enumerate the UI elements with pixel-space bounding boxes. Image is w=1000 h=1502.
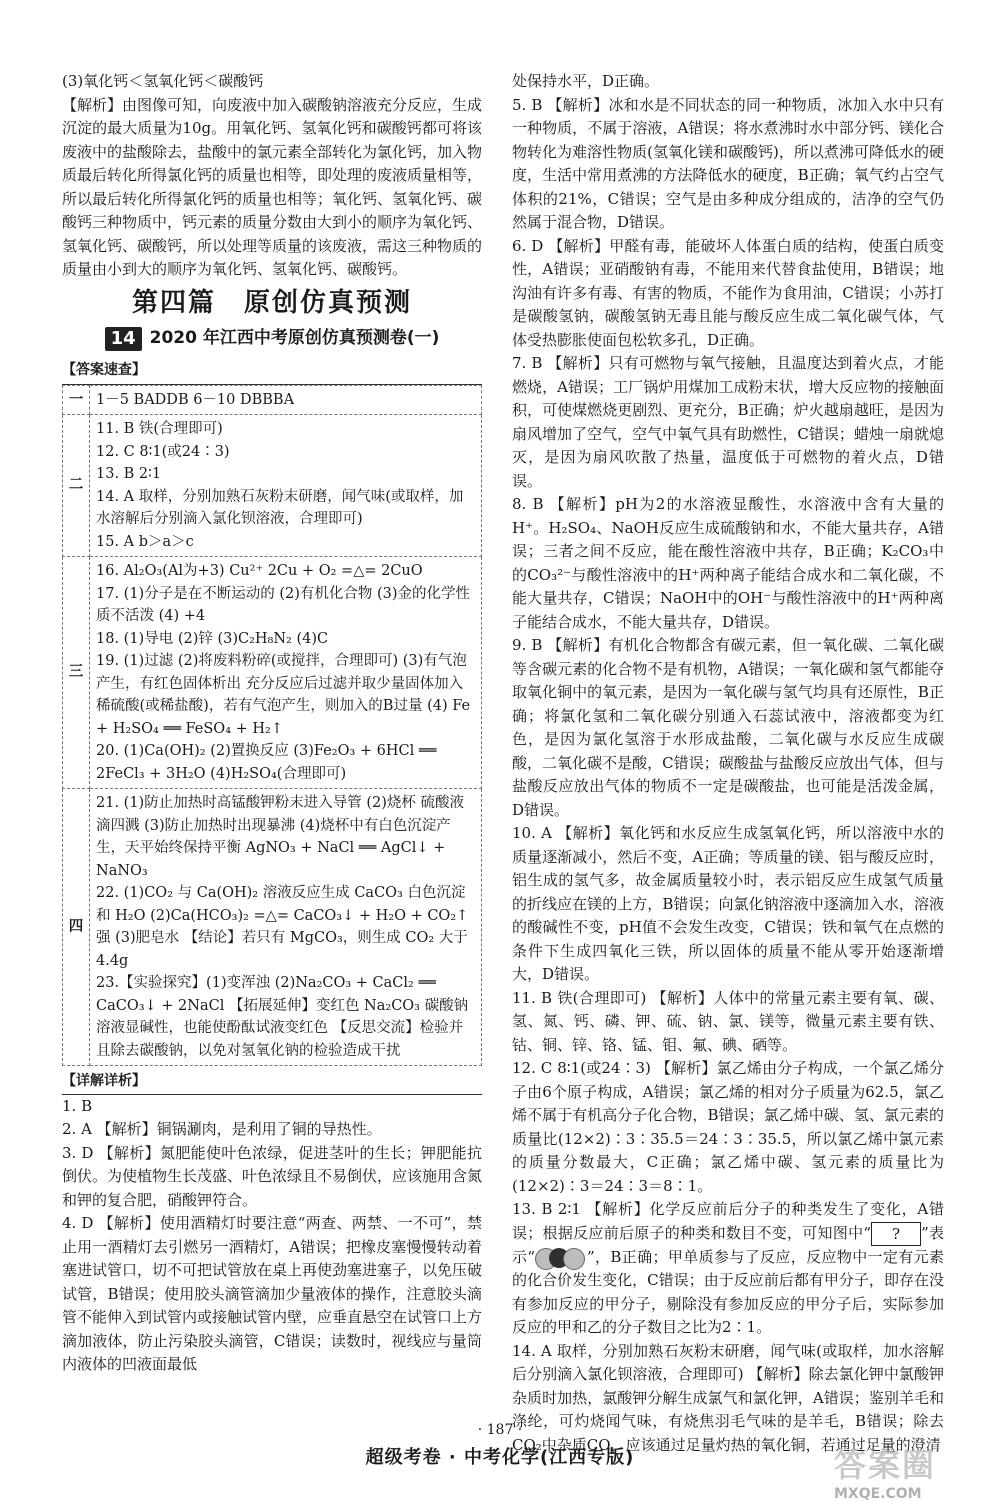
section-label: 三	[63, 557, 90, 789]
right-column	[512, 70, 944, 1457]
answer-row: 22. (1)CO₂ 与 Ca(OH)₂ 溶液反应生成 CaCO₃ 白色沉淀和 H₂O (2)Ca(HCO₃)₂ =△= CaCO₃↓ + H₂O + CO₂↑ 强 (3)肥皂水 【结论】若只有 MgCO₃，则生成 CO₂ 大于 4.4g	[96, 885, 469, 969]
answer-section-label: 【答案速查】	[62, 359, 482, 385]
detail-item-13	[512, 1198, 944, 1340]
answer-row: 11. B 铁(合理即可)	[96, 421, 223, 437]
answer-row: 1－5 BADDB 6－10 DBBBA	[96, 391, 295, 408]
answer-table	[62, 385, 482, 1067]
detail-item: 12. C 8∶1(或24∶3) 【解析】氯乙烯由分子构成，一个氯乙烯分子由6个原子构成，A错误；氯乙烯的相对分子质量为62.5，氯乙烯不属于有机高分子化合物，B错误；氯乙烯中碳、氢、氯元素的质量比(12×2)∶3∶35.5＝24∶3∶35.5，所以氯乙烯中氯元素的质量分数最大，C正确；氯乙烯中碳、氢元素的质量比为(12×2)∶3＝24∶3＝8∶1。	[512, 1059, 944, 1195]
answer-row: 17. (1)分子是在不断运动的 (2)有机化合物 (3)金的化学性质不活泼 (4) +4	[96, 585, 471, 624]
intro-line: (3)氧化钙＜氢氧化钙＜碳酸钙	[62, 72, 264, 90]
answer-section-1	[63, 385, 482, 415]
detail-item: 4. D 【解析】使用酒精灯时要注意“两查、两禁、一不可”，禁止用一酒精灯去引燃另一酒精灯，A错误；把橡皮塞慢慢转动着塞进试管口，切不可把试管放在桌上再使劲塞进塞子，以免压破试管，B错误；使用胶头滴管滴加少量液体的操作，注意胶头滴管不能伸入到试管内或接触试管内壁，应垂直悬空在试管口上方滴加液体，防止污染胶头滴管，C错误；读数时，视线应与量筒内液体的凹液面最低	[62, 1214, 483, 1373]
answer-row: 21. (1)防止加热时高锰酸钾粉末进入导管 (2)烧杯 硫酸液滴四溅 (3)防止加热时出现暴沸 (4)烧杯中有白色沉淀产生，天平始终保持平衡 AgNO₃ + NaCl ══ AgCl↓ + NaNO₃	[96, 795, 464, 879]
watermark-logo	[834, 1440, 974, 1502]
detail-item: 10. A 【解析】氧化钙和水反应生成氢氧化钙，所以溶液中水的质量逐渐减小，然后不变，A正确；等质量的镁、铝与酸反应时，铝生成的氢气多，故金属质量较小时，表示铝反应生成氢气质量的折线应在镁的上方，B错误；向氯化钠溶液中逐滴加入水，溶液的酸碱性不变，pH值不会发生改变，C错误；铁和氧气在点燃的条件下生成四氧化三铁，所以固体的质量不能从零开始逐渐增大，D错误。	[512, 824, 944, 983]
page-number: · 187 ·	[477, 1422, 523, 1438]
detail-item: 处保持水平，D正确。	[512, 72, 660, 90]
q13-mid: ”表示“	[512, 1223, 945, 1266]
molecule-diagram-icon	[535, 1247, 587, 1269]
watermark-url: MXQE.COM	[834, 1486, 922, 1502]
section-label: 四	[63, 789, 90, 1066]
detail-item: 2. A 【解析】铜锅涮肉，是利用了铜的导热性。	[62, 1120, 382, 1138]
part-title-number: 第四篇	[131, 287, 216, 318]
part-title-text: 原创仿真预测	[244, 287, 413, 318]
answer-row: 20. (1)Ca(OH)₂ (2)置换反应 (3)Fe₂O₃ + 6HCl ══ 2FeCl₃ + 3H₂O (4)H₂SO₄(合理即可)	[96, 743, 437, 782]
detail-item: 6. D 【解析】甲醛有毒，能破坏人体蛋白质的结构，使蛋白质变性，A错误；亚硝酸钠有毒，不能用来代替食盐使用，B错误；地沟油有许多有毒、有害的物质，不能作为食用油，C错误；小苏打是碳酸氢钠，碳酸氢钠无毒且能与酸反应生成二氧化碳气体，气体受热膨胀使面包松软多孔，D正确。	[512, 236, 944, 349]
answer-section-2	[63, 415, 482, 557]
detail-item: 8. B 【解析】pH为2的水溶液显酸性，水溶液中含有大量的H⁺。H₂SO₄、NaOH反应生成硫酸钠和水，不能大量共存，A错误；三者之间不反应，能在酸性溶液中共存，B正确；K₂CO₃中的CO₃²⁻与酸性溶液中的H⁺两种离子能结合成水和二氧化碳，不能大量共存，C错误；NaOH中的OH⁻与酸性溶液中的H⁺两种离子能结合成水，不能大量共存，D错误。	[512, 495, 944, 631]
part-title	[62, 287, 482, 318]
exam-number-badge: 14	[105, 327, 142, 351]
detail-item: 5. B 【解析】冰和水是不同状态的同一种物质，冰加入水中只有一种物质，不属于溶液，A错误；将水煮沸时水中部分钙、镁化合物转化为难溶性物质(氢氧化镁和碳酸钙)，所以煮沸可降低水的硬度，生活中常用煮沸的方法降低水的硬度，B正确；氧气约占空气体积的21%，C错误；空气是由多种成分组成的，洁净的空气仍然属于混合物，D错误。	[512, 95, 944, 231]
detail-section-label: 【详解详析】	[62, 1070, 482, 1095]
exam-title	[62, 327, 482, 351]
question-box: ?	[871, 1222, 921, 1246]
left-column	[62, 70, 482, 1377]
book-title: 超级考卷 · 中考化学(江西专版)	[365, 1447, 635, 1468]
answer-row: 23.【实验探究】(1)变浑浊 (2)Na₂CO₃ + CaCl₂ ══ CaCO₃↓ + 2NaCl 【拓展延伸】变红色 Na₂CO₃ 碳酸钠溶液显碱性，也能使酚酞试液变红色 【反思交流】检验并且除去碳酸钠，以免对氢氧化钠的检验造成干扰	[96, 975, 469, 1059]
intro-analysis: 【解析】由图像可知，向废液中加入碳酸钠溶液充分反应，生成沉淀的最大质量为10g。用氧化钙、氢氧化钙和碳酸钙都可将该废液中的盐酸除去，盐酸中的氯元素全部转化为氯化钙，加入物质最后转化所得氯化钙的质量也相等，即处理的废液质量相等，所以最后转化所得氯化钙的质量也相等；氧化钙、氢氧化钙、碳酸钙三种物质中，钙元素的质量分数由大到小的顺序为氧化钙、氢氧化钙、碳酸钙，所以处理等质量的该废液，需这三种物质的质量由小到大的顺序为氧化钙、氢氧化钙、碳酸钙。	[62, 95, 483, 278]
atom-light-icon	[563, 1248, 585, 1270]
answer-row: 18. (1)导电 (2)锌 (3)C₂H₈N₂ (4)C	[96, 630, 329, 647]
detail-item: 9. B 【解析】有机化合物都含有碳元素，但一氧化碳、二氧化碳等含碳元素的化合物不是有机物，A错误；一氧化碳和氢气都能夺取氧化铜中的氧元素，是因为一氧化碳与氢气均具有还原性，B正确；将氯化氢和二氧化碳分别通入石蕊试液中，溶液都变为红色，是因为氯化氢溶于水形成盐酸，二氧化碳与水反应生成碳酸，二氧化碳不是酸，C错误；碳酸盐与盐酸反应放出气体，但与盐酸反应放出气体的物质不一定是碳酸盐，也可能是活泼金属，D错误。	[512, 636, 944, 819]
q13-rest: ”，B正确；甲单质参与了反应，反应物中一定有元素的化合价发生变化，C错误；由于反应前后都有甲分子，即存在没有参加反应的甲分子，剔除没有参加反应的甲分子后，实际参加反应的甲和乙的分子数目之比为2∶1。	[512, 1247, 944, 1336]
section-label: 二	[63, 415, 90, 557]
answer-row: 16. Al₂O₃(Al为+3) Cu²⁺ 2Cu + O₂ =△= 2CuO	[96, 563, 423, 579]
q13-start: 13. B 2∶1 【解析】化学反应前后分子的种类发生了变化，A错误；根据反应前后原子的种类和数目不变，可知图中“	[512, 1200, 944, 1242]
answer-row: 12. C 8∶1(或24∶3)	[96, 443, 230, 460]
answer-section-4	[63, 789, 482, 1066]
detail-item: 7. B 【解析】只有可燃物与氧气接触，且温度达到着火点，才能燃烧，A错误；工厂锅炉用煤加工成粉末状，增大反应物的接触面积，可使煤燃烧更剧烈、更充分，B正确；炉火越扇越旺，是因为扇风增加了空气，空气中氧气具有助燃性，C错误；蜡烛一扇就熄灭，是因为扇风吹散了热量，温度低于可燃物的着火点，D错误。	[512, 354, 944, 490]
detail-item: 11. B 铁(合理即可) 【解析】人体中的常量元素主要有氧、碳、氢、氮、钙、磷、钾、硫、钠、氯、镁等，微量元素主要有铁、钴、铜、锌、铬、锰、钼、氟、碘、硒等。	[512, 988, 944, 1054]
detail-item: 3. D 【解析】氮肥能使叶色浓绿，促进茎叶的生长；钾肥能抗倒伏。为使植物生长茂盛、叶色浓绿且不易倒伏，应该施用含氮和钾的复合肥，硝酸钾符合。	[62, 1143, 483, 1209]
exam-title-text: 2020 年江西中考原创仿真预测卷(一)	[149, 328, 440, 349]
detail-item: 14. A 取样，分别加熟石灰粉末研磨，闻气味(或取样，加水溶解后分别滴入氯化钡溶液，合理即可) 【解析】除去氯化钾中氯酸钾杂质时加热，氯酸钾分解生成氯气和氯化钾，A错误；鉴别羊毛和涤纶，可灼烧闻气味，有烧焦羽毛气味的是羊毛，B错误；除去CO₂中杂质CO，应该通过足量灼热的氧化铜，若通过足量的澄清	[512, 1341, 944, 1454]
watermark-logo-text: 答案圈	[834, 1446, 937, 1484]
answer-row: 19. (1)过滤 (2)将废料粉碎(或搅拌，合理即可) (3)有气泡产生，有红色固体析出 充分反应后过滤并取少量固体加入稀硫酸(或稀盐酸)，若有气泡产生，则加入的B过量 (4) Fe + H₂SO₄ ══ FeSO₄ + H₂↑	[96, 653, 471, 737]
detail-item: 1. B	[62, 1096, 93, 1115]
answer-section-3	[63, 557, 482, 789]
answer-row: 15. A b＞a＞c	[96, 533, 194, 550]
answer-row: 14. A 取样，分别加熟石灰粉末研磨，闻气味(或取样，加水溶解后分别滴入氯化钡溶液，合理即可)	[96, 488, 464, 527]
section-label: 一	[63, 385, 90, 415]
answer-row: 13. B 2∶1	[96, 466, 162, 482]
